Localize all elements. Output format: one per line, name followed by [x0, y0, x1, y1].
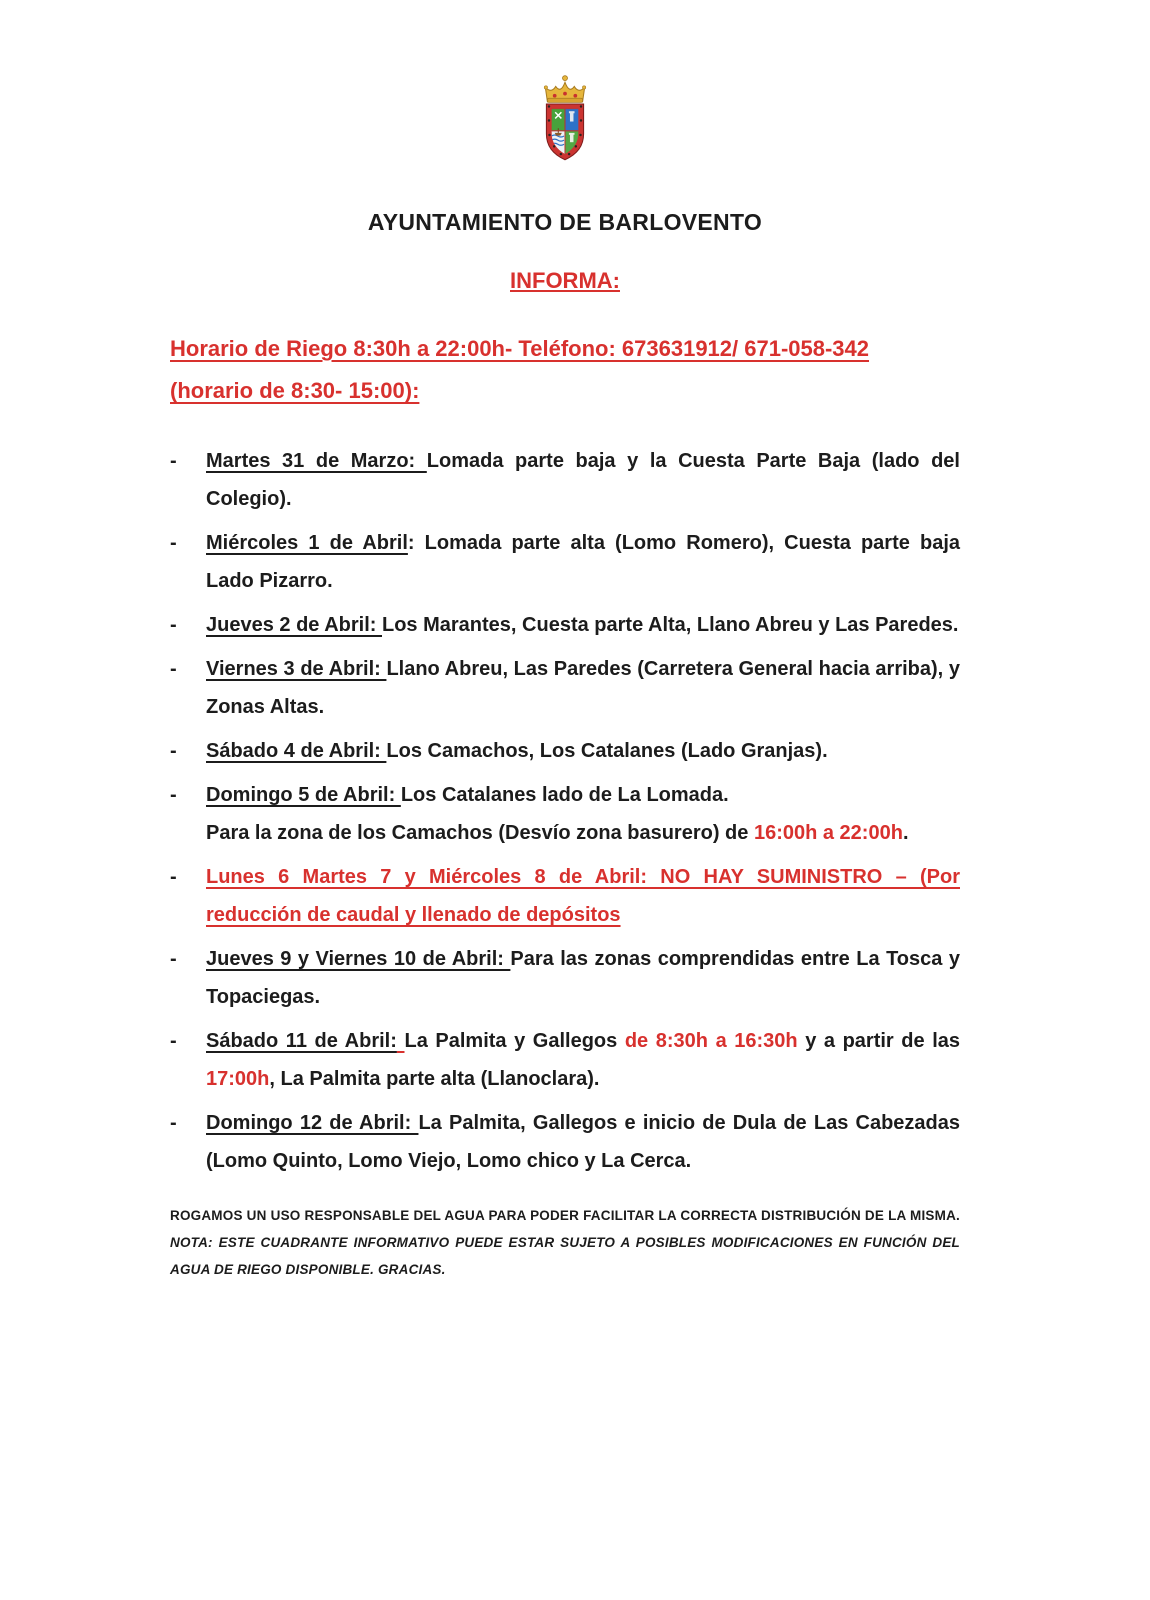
body-text: Para las zonas comprendidas entre La Tosca y Topaciegas.	[206, 948, 960, 1009]
schedule-item-text	[206, 858, 960, 934]
schedule-item	[170, 1022, 960, 1098]
footer-note	[170, 1202, 960, 1283]
schedule-item	[170, 858, 960, 934]
date-label: Domingo 5 de Abril:	[206, 784, 401, 807]
schedule-paragraph	[206, 858, 960, 934]
body-text: Para la zona de los Camachos (Desvío zona basurero) de	[206, 822, 754, 845]
schedule-paragraph	[206, 442, 960, 518]
schedule-item	[170, 1104, 960, 1180]
date-label: Martes 31 de Marzo:	[206, 450, 427, 473]
highlighted-text: 17:00h	[206, 1068, 270, 1091]
body-text: y a partir de las	[797, 1030, 960, 1053]
schedule-paragraph	[206, 524, 960, 600]
schedule-paragraph	[206, 814, 960, 852]
schedule-item-text	[206, 524, 960, 600]
schedule-paragraph	[206, 1104, 960, 1180]
date-label: Jueves 2 de Abril:	[206, 614, 382, 637]
schedule-item	[170, 524, 960, 600]
body-text: La Palmita, Gallegos e inicio de Dula de Las Cabezadas (Lomo Quinto, Lomo Viejo, Lomo chico y La Cerca.	[206, 1112, 960, 1173]
highlighted-text: 16:00h a 22:00h	[753, 822, 903, 845]
shield-icon	[546, 104, 583, 160]
page-title: AYUNTAMIENTO DE BARLOVENTO	[367, 209, 763, 236]
bullet-dash: -	[170, 948, 177, 971]
date-label: Domingo 12 de Abril:	[206, 1112, 419, 1135]
bullet-dash: -	[170, 866, 177, 889]
body-text: Lomada parte baja y la Cuesta Parte Baja (lado del Colegio).	[206, 450, 960, 511]
body-text: Los Catalanes lado de La Lomada.	[400, 784, 729, 807]
schedule-paragraph	[206, 650, 960, 726]
schedule-item-text	[206, 1022, 960, 1098]
body-text: ROGAMOS UN USO RESPONSABLE DEL AGUA PARA PODER FACILITAR LA CORRECTA DISTRIBUCIÓN DE LA MISMA.	[170, 1208, 960, 1224]
schedule-paragraph	[206, 1022, 960, 1098]
crown-icon	[544, 76, 586, 103]
bullet-dash: -	[170, 614, 177, 637]
phone-attention-hours-line: (horario de 8:30- 15:00):	[170, 378, 420, 404]
schedule-item-text	[206, 442, 960, 518]
bullet-dash: -	[170, 1030, 177, 1053]
schedule-item-text	[206, 776, 960, 852]
bullet-dash: -	[170, 658, 177, 681]
schedule-paragraph	[206, 940, 960, 1016]
body-text: Los Camachos, Los Catalanes (Lado Granjas).	[386, 740, 828, 763]
date-label: Sábado 4 de Abril:	[206, 740, 387, 763]
schedule-list	[170, 442, 960, 1180]
schedule-item-text	[206, 650, 960, 726]
body-text: : Lomada parte alta (Lomo Romero), Cuesta parte baja Lado Pizarro.	[206, 532, 960, 593]
schedule-item-text	[206, 940, 960, 1016]
coat-of-arms	[534, 74, 596, 171]
body-text: .	[902, 822, 909, 845]
date-label: Sábado 11 de Abril:	[206, 1030, 397, 1053]
schedule-paragraph	[206, 732, 960, 770]
highlighted-text: de 8:30h a 16:30h	[624, 1030, 798, 1053]
schedule-item	[170, 650, 960, 726]
bullet-dash: -	[170, 1112, 177, 1135]
date-label: Miércoles 1 de Abril	[206, 532, 408, 555]
schedule-item-text	[206, 606, 960, 644]
date-label: Jueves 9 y Viernes 10 de Abril:	[206, 948, 511, 971]
date-label: Viernes 3 de Abril:	[206, 658, 387, 681]
schedule-item	[170, 442, 960, 518]
body-text: Los Marantes, Cuesta parte Alta, Llano Abreu y Las Paredes.	[382, 614, 959, 637]
informa-heading: INFORMA:	[510, 268, 620, 294]
schedule-paragraph	[206, 776, 960, 814]
schedule-paragraph	[206, 606, 960, 644]
bullet-dash: -	[170, 450, 177, 473]
schedule-item	[170, 776, 960, 852]
bullet-dash: -	[170, 740, 177, 763]
schedule-item	[170, 940, 960, 1016]
body-text: NOTA: ESTE CUADRANTE INFORMATIVO PUEDE ESTAR SUJETO A POSIBLES MODIFICACIONES EN FUNCIÓN DEL AGUA DE RIEGO DISPONIBLE. GRACIAS.	[170, 1235, 960, 1278]
highlighted-text: Lunes 6 Martes 7 y Miércoles 8 de Abril: NO HAY SUMINISTRO – (Por reducción de caudal y llenado de depósitos	[206, 866, 960, 927]
body-text: , La Palmita parte alta (Llanoclara).	[269, 1068, 600, 1091]
schedule-item-text	[206, 1104, 960, 1180]
schedule-hours-phone-line: Horario de Riego 8:30h a 22:00h- Teléfono: 673631912/ 671-058-342	[170, 336, 870, 362]
body-text: La Palmita y Gallegos	[404, 1030, 625, 1053]
schedule-item	[170, 732, 960, 770]
schedule-item-text	[206, 732, 960, 770]
bullet-dash: -	[170, 784, 177, 807]
schedule-item	[170, 606, 960, 644]
bullet-dash: -	[170, 532, 177, 555]
irrigation-hours-heading	[170, 328, 960, 412]
body-text: Llano Abreu, Las Paredes (Carretera General hacia arriba), y Zonas Altas.	[206, 658, 960, 719]
